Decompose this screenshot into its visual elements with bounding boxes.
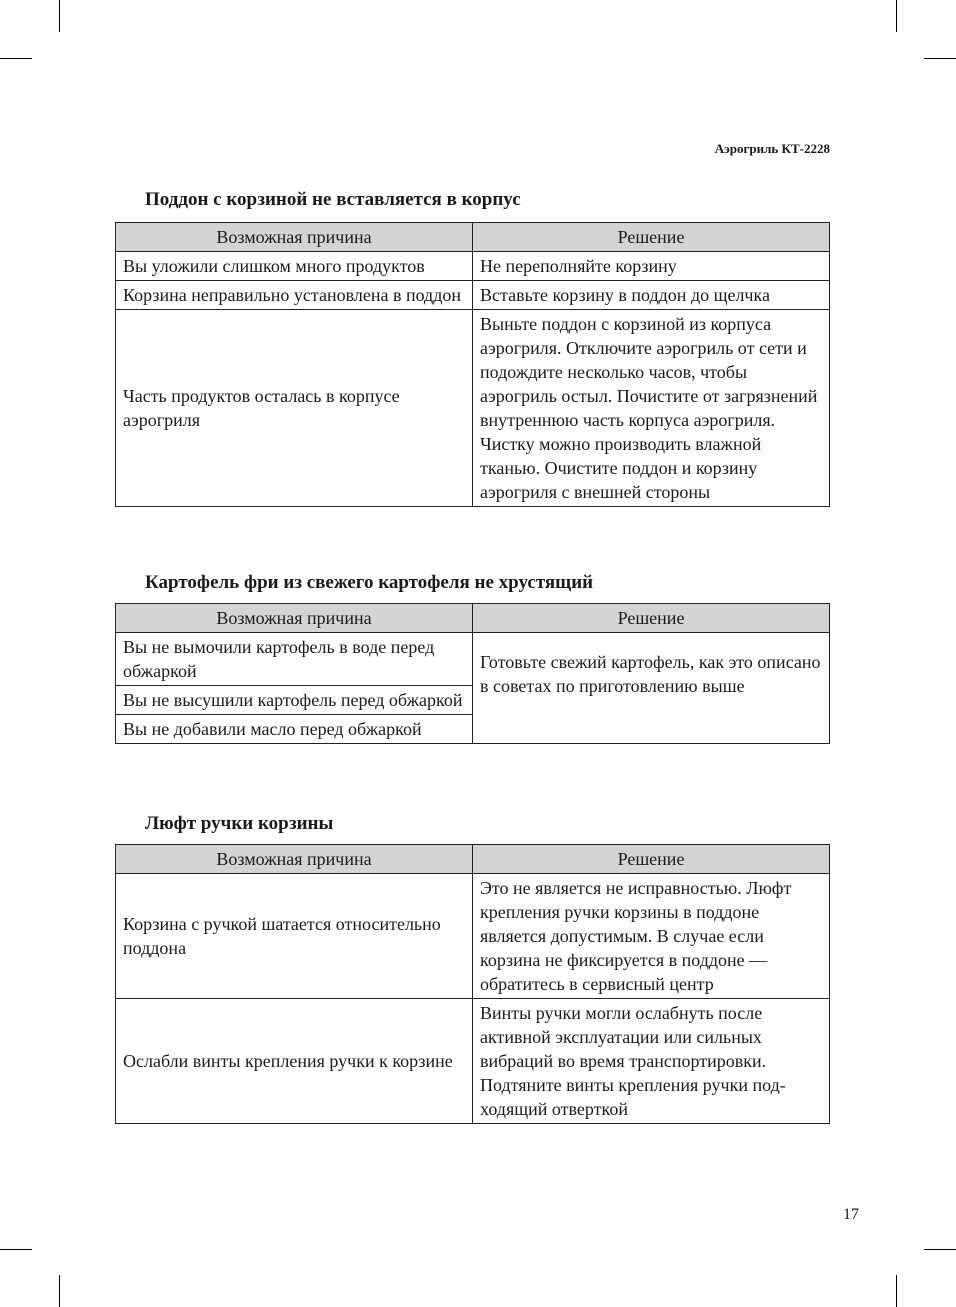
cause-cell: Вы не высушили картофель перед обжаркой bbox=[116, 686, 473, 715]
solution-cell: Готовьте свежий картофель, как это описано в советах по приготовлению выше bbox=[473, 633, 830, 744]
column-header-solution: Решение bbox=[473, 604, 830, 633]
table-row bbox=[116, 633, 830, 686]
section-title: Поддон с корзиной не вставляется в корпус bbox=[145, 189, 521, 210]
table-header-row bbox=[116, 223, 830, 252]
cause-cell: Вы уложили слишком много продуктов bbox=[116, 252, 473, 281]
crop-mark bbox=[896, 0, 897, 32]
table-header-row bbox=[116, 604, 830, 633]
troubleshooting-table bbox=[115, 844, 830, 1124]
solution-cell: Вставьте корзину в поддон до щелчка bbox=[473, 281, 830, 310]
solution-cell: Винты ручки могли ослабнуть после активной эксплуатации или сильных вибраций во время транспортировки. Подтяните винты крепления ручки подходящий отверткой bbox=[473, 999, 830, 1124]
crop-mark bbox=[924, 1249, 956, 1250]
solution-cell: Не переполняйте корзину bbox=[473, 252, 830, 281]
cause-cell: Часть продуктов осталась в корпусе аэрогриля bbox=[116, 310, 473, 507]
column-header-cause: Возможная причина bbox=[116, 604, 473, 633]
crop-mark bbox=[0, 58, 32, 59]
table-header-row bbox=[116, 845, 830, 874]
section-title: Люфт ручки корзины bbox=[145, 813, 334, 834]
troubleshooting-table bbox=[115, 603, 830, 744]
running-header: Аэрогриль КТ-2228 bbox=[714, 141, 830, 156]
cause-cell: Вы не добавили масло перед обжаркой bbox=[116, 715, 473, 744]
column-header-cause: Возможная причина bbox=[116, 845, 473, 874]
column-header-cause: Возможная причина bbox=[116, 223, 473, 252]
column-header-solution: Решение bbox=[473, 223, 830, 252]
cause-cell: Ослабли винты крепления ручки к корзине bbox=[116, 999, 473, 1124]
page-number: 17 bbox=[843, 1206, 859, 1223]
table-row bbox=[116, 281, 830, 310]
table-row bbox=[116, 310, 830, 507]
section-title: Картофель фри из свежего картофеля не хрустящий bbox=[145, 572, 594, 593]
table-row bbox=[116, 874, 830, 999]
crop-mark bbox=[59, 0, 60, 32]
cause-cell: Вы не вымочили картофель в воде перед обжаркой bbox=[116, 633, 473, 686]
table-row bbox=[116, 252, 830, 281]
solution-cell: Это не является не исправностью. Люфт крепления ручки корзины в поддоне является допустимым. В случае если корзина не фиксируется в поддоне — обратитесь в сервисный центр bbox=[473, 874, 830, 999]
crop-mark bbox=[0, 1249, 32, 1250]
table-row bbox=[116, 999, 830, 1124]
crop-mark bbox=[896, 1275, 897, 1307]
solution-cell: Выньте поддон с корзиной из корпуса аэрогриля. Отключите аэрогриль от сети и подождите несколько часов, чтобы аэрогриль остыл. Почистите от загрязнений внутреннюю часть корпуса аэрогриля. Чистку можно производить влажной тканью. Очистите поддон и корзину аэрогриля с внешней стороны bbox=[473, 310, 830, 507]
crop-mark bbox=[59, 1275, 60, 1307]
troubleshooting-table bbox=[115, 222, 830, 507]
crop-mark bbox=[924, 58, 956, 59]
cause-cell: Корзина с ручкой шатается относительно поддона bbox=[116, 874, 473, 999]
column-header-solution: Решение bbox=[473, 845, 830, 874]
cause-cell: Корзина неправильно установлена в поддон bbox=[116, 281, 473, 310]
